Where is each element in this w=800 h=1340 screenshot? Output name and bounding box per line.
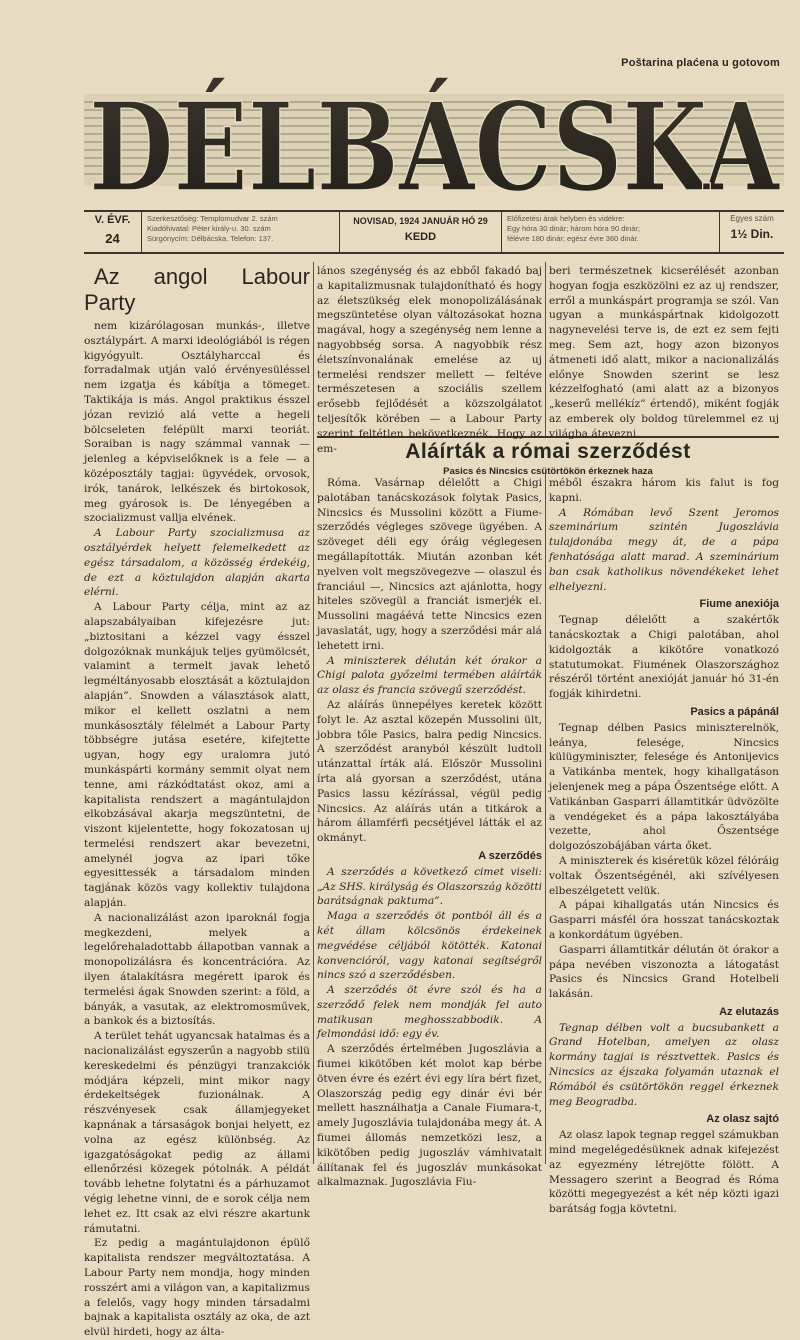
article-headline: Aláírták a római szerződést — [405, 440, 691, 463]
article-labour-party-col3: beri természetnek kicserélését azonban hogyan fogja eszközölni ez az uj rendszer, erről a munkáspárt programja se szól. Van ugyan a munkáspártnak kidolgozott nagynevelési terve is, de ezt ez sem fejti meg. Sem azt, hogy azon bizonyos átmeneti idő alatt, mikor a nacionalizálás előnye Snowden szerint se lesz kézzelfogható (ami alatt az a bizonyos „keserű mellékíz” értendő), miként fogják az emberek oly boldog türelemmel ez uj világba átevezni. — [549, 265, 779, 440]
weekday: KEDD — [404, 230, 437, 243]
article-labour-party-col1: Az angol Labour Party nem kizárólagosan munkás-, illetve osztálypárt. A marxi ideológiából is régen kigyógyult. Osztályharccal és forradalmak utján való érvényesüléssel nem izgatja és kábítja a tömeget. Taktikája is más. Angol praktikus ésszel józan revizió alá vette a hegeli bölcseleten felépült marxi teoriát. Soraiban is nagy számmal vannak — jelenleg a képviselőknek is a fele — a középosztály tagjai: ügyvédek, orvosok, irók, tanárok, lelkészek és birtokosok, meg gyárosok is. De lényegében a szocializmust vallja elvének. A Labour Party szocializmusa az osztályérdek helyett felemelkedett az egész társadalom, a közösség érdekéig, de ezt a köztulajdon alapján akarta elérni. A Labour Party célja, mint az az alapszabályaiban kifejezésre jut: „biztositani a kézzel vagy ésszel dolgozóknak munkájuk teljes gyümölcsét, valamint a termelt javak lehető legméltányosabb elosztását a köztulajdon alapján”. Snowden a választások alatt, mikor el kellett oszlatni a nem munkásosztály félelmét a Labour Party többségre jutása esetére, kifejtette ugyan, hogy egy uralomra jutó munkáspárti kormány semmit olyat nem tenne, ami rázkódtatást okoz, ami a kapitalista rendszert a magántulajdon elkobzásával akarja megszüntetni, de viszont kijelentette, hogy fokozatosan uj termelési rendszert akar bevezetni, amelynél jogva az ipari tőke egyesittessék a társadalom minden tagjának közös vagy kollektiv tulajdona alapján. A nacionalizálást azon iparoknál fogja megkezdeni, melyek a legelőrehaladottabb állapotban vannak a monopolizálásra és koncentrációra. Az ilyen átalakításra megérett iparok és termelési ágak Snowden szerint: a föld, a bányák, a vasutak, az elektromosművek, a bankok és a biztosítás. A terület tehát ugyancsak hatalmas és a nacionalizálást egyszerűn a nagyobb stilü kereskedelmi és pénzügyi tranzakciók módjára képzeli, mint mikor nagy érdekeltségek fuzionálnak. A részvényesek csak államjegyeket kapnának a társaságok bonjai helyett, ez volna az egész különbség. Az igazgatóságokat pedig az állami ellenőrzési közegek pótolnák. A példát tovább lehetne folytatni és a párhuzamot végig lehetne vinni, de e sorok célja nem lehet ez. Itt csak az elvi részre akartunk rámutatni. Ez pedig a magántulajdonon épülő kapitalista rendszer megváltoztatása. A Labour Party nem mondja, hogy minden rosszért ami a világon van, a kapitalizmus a felelős, vagy hogy minden társadalmi bajnak a kapitalista osztály az oka, de azt elvül hirdeti, hogy az álta- — [84, 264, 310, 1339]
date-line: NOVISAD, 1924 JANUÁR HÓ 29 — [353, 216, 488, 226]
issue-number: 24 — [105, 231, 120, 247]
masthead-title: DÉLBÁCSKA — [89, 75, 781, 219]
article-rome-col3: méből északra három kis falut is fog kapni. A Rómában levő Szent Jeromos szeminárium szintén Jugoszlávia tulajdonába megy át, de a pápa fenhatósága alatt marad. A szeminárium ban csak katholikus növendékeket lehet elhelyezni. Fiume anexiója Tegnap délelőtt a szakértők tanácskoztak a Chigi palotában, ahol kidolgozták a kikötőre vonatkozó statutumokat. Fiumének Olaszországhoz részéről történt anexióját január hó 31-én fogják kihirdetni. Pasics a pápánál Tegnap délben Pasics miniszterelnök, leánya, felesége, Nincsics külügyminiszter, felesége és Antonijevics a Vatikánba mentek, hogy kihallgatáson jelenjenek meg a pápa Őszentsége előtt. A Vatikánban Gasparri államtitkár üdvözölte a vendégeket és a pápa lakosztályába vezette, ahol Őszentsége dolgozószobájában várta őket. A miniszterek és kiséretük közel félóráig voltak Őszentségénél, aki szívélyesen elbeszélgetett velük. A pápai kihallgatás után Nincsics és Gasparri másfél óra hosszat tanácskoztak a konkordátum ügyében. Gasparri államtitkár délután öt órakor a pápa nevében viszonozta a látogatást Pasics és Nincsics Grand Hotelbeli lakásán. Az elutazás Tegnap délben volt a bucsubankett a Grand Hotelban, amelyen az olasz kormány tagjai is résztvettek. Pasics és Nincsics az éjszaka folyamán utaznak el Rómából és csütörtökön reggel érkeznek meg Beogradba. Az olasz sajtó Az olasz lapok tegnap reggel számukban mind megelégedésüknek adnak kifejezést az egyezmény létrejötte fölött. A Messagero szerint a Beograd és Róma közötti megegyezést a két nép közti igazi barátság fogja kövtetni. — [549, 477, 779, 1216]
subhead-papanal: Pasics a pápánál — [690, 705, 779, 718]
masthead — [84, 68, 784, 219]
info-bar — [84, 210, 784, 254]
article-subheadline: Pasics és Nincsics csütörtökön érkeznek haza — [443, 466, 653, 477]
subhead-elutazas: Az elutazás — [719, 1005, 779, 1018]
article-rome-headline-block — [317, 440, 779, 477]
column-rule — [545, 262, 546, 436]
article-rome-col2: Róma. Vasárnap délelőtt a Chigi palotában tanácskozások folytak Pasics, Nincsics és Mussolini között a Fiume-szerződés végleges szövege ügyében. A szöveget déli egy óráig véglegesen megállapították. Miután azonban két nyelven volt megszövegezve — olaszul és franciául —, Nincsics azt ajánlotta, hogy hiteles szövegül a franciát ismerjék el. Mussolini magáévá tette Nincsics ezen javaslatát, ugy, hogy a szerződési már alá lehetett irni. A miniszterek délután két órakor a Chigi palota győzelmi termében aláírták az olasz és francia szövegű szerződést. Az aláírás ünnepélyes keretek között folyt le. Az asztal közepén Mussolini ült, jobbra tőle Pasics, balra pedig Nincsics. A szerződést aranyból készült ludtoll utánzattal írták alá. Először Mussolini írta alá gyorsan a szerződést, utána Pasics lassu kézírással, végül pedig Nincsics. Az aláírás után a titkárok a három államférfi pecsétjével látták el az okmányt. A szerződés A szerződés a következő cimet viseli: „Az SHS. királyság és Olaszország közötti barátságnak paktuma”. Maga a szerződés öt pontból áll és a két állam kölcsönös érdekeinek megvédése céljából kötötték. Katonai konvencióról, vagy katonai segítségről nincs szó a szerződésben. A szerződés öt évre szól és ha a szerződő felek nem mondják fel auto matikusan meghosszabbodik. A felmondási idő: egy év. A szerződés értelmében Jugoszlávia a fiumei kikötőben két molot kap bérbe ötven évre és ezért évi egy líra bért fizet, Olaszország pedig egy dinár évi bér mellett használhatja a Canale Fiumara-t, amely Jugoszlávia tulajdonába megy át. A fiumei állomás nemzetközi lesz, a kikötőben pedig jugoszláv vámhivatalt állítanak fel és jugoszláv munkásokat alkalmaznak. Jugoszlávia Fiu- — [317, 477, 542, 1189]
column-rule — [313, 262, 314, 1164]
subhead-szerzodes: A szerződés — [478, 849, 542, 862]
issue-date — [340, 212, 502, 252]
volume-box — [84, 212, 142, 252]
single-copy-price: Egyes szám 1½ Din. — [730, 214, 774, 241]
postage-note: Poštarina plaćena u gotovom — [621, 57, 780, 69]
volume-label: V. ÉVF. — [94, 214, 131, 226]
column-rule — [545, 474, 546, 1164]
subscription-prices: Előfizetési árak helyben és vidékre: Egy hóra 30 dinár; három hóra 90 dinár; félévre 180 dinár; egész évre 360 dinár. — [502, 212, 720, 252]
masthead-title-art — [84, 68, 784, 219]
subhead-sajto: Az olasz sajtó — [706, 1113, 779, 1126]
editorial-info: Szerkesztőség: Templomudvar 2. szám Kiadóhivatal: Péter király-u. 30. szám Sürgönycím: Délbácska. Telefon: 137. — [142, 212, 340, 252]
article-headline: Az angol Labour Party — [84, 264, 310, 315]
article-labour-party-col2: lános szegénység és az ebből fakadó baj a kapitalizmusnak tulajdonítható és hogy az életszükség elek monopolizálásának megszüntetése olyan változásokat hozna magával, hogy a szegénység nem lenne a nagyobbség sorsa. A nagyobbik rész életszínvonalának emelése az uj termelési rendszer mellett — feltéve természetesen a szociális szellem erősebb fejlődését a közszolgálatot teljesítők körében — a Labour Party szerint feltétlen bekövetkeznék. Hogy az em- — [317, 265, 542, 455]
subhead-fiume: Fiume anexiója — [699, 598, 779, 611]
